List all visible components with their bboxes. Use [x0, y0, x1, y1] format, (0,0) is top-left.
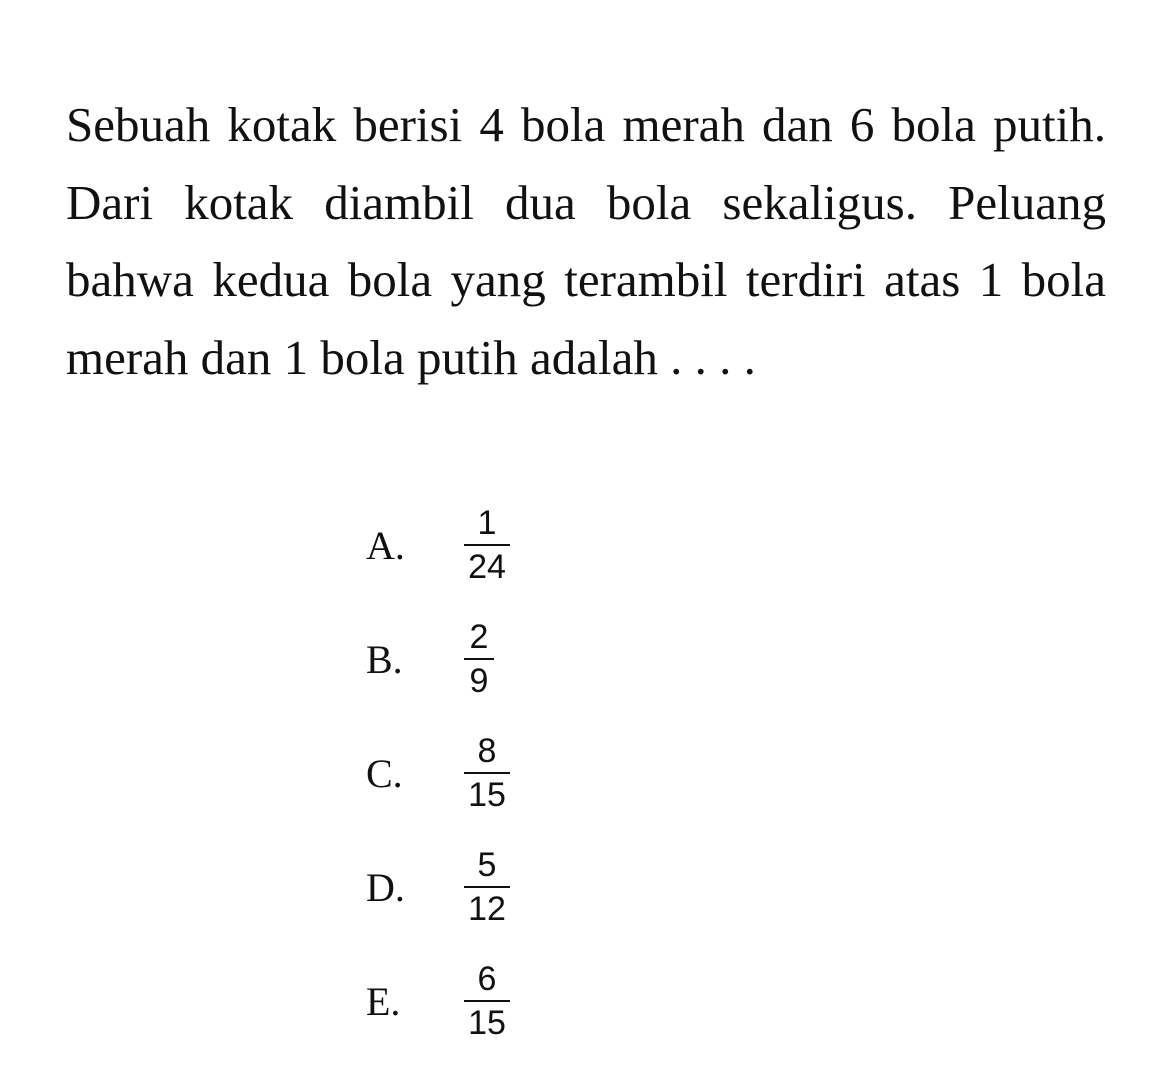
fraction-numerator: 2: [469, 618, 489, 656]
fraction-numerator: 8: [477, 732, 497, 770]
fraction-denominator: 15: [468, 1004, 506, 1042]
answer-options: [366, 488, 510, 1058]
fraction-denominator: 9: [469, 662, 489, 700]
fraction-denominator: 12: [468, 890, 506, 928]
option-b[interactable]: [366, 602, 510, 716]
option-fraction: [464, 504, 510, 586]
option-e[interactable]: [366, 944, 510, 1058]
option-fraction: [464, 732, 510, 814]
option-letter: C.: [366, 750, 403, 796]
option-fraction: [464, 846, 510, 928]
option-a[interactable]: [366, 488, 510, 602]
option-letter: B.: [366, 636, 403, 682]
question-text: Sebuah kotak berisi 4 bola merah dan 6 bola putih. Dari kotak diambil dua bola sekaligus. Peluang bahwa kedua bola yang terambil terdiri atas 1 bola merah dan 1 bola putih adalah . . . .: [66, 97, 1106, 385]
option-letter: A.: [366, 522, 405, 568]
fraction-denominator: 24: [468, 548, 506, 586]
fraction-numerator: 6: [477, 960, 497, 998]
option-letter: E.: [366, 978, 401, 1024]
option-c[interactable]: [366, 716, 510, 830]
fraction-numerator: 1: [477, 504, 497, 542]
option-fraction: [464, 960, 510, 1042]
fraction-numerator: 5: [477, 846, 497, 884]
fraction-denominator: 15: [468, 776, 506, 814]
option-d[interactable]: [366, 830, 510, 944]
option-letter: D.: [366, 864, 405, 910]
option-fraction: [464, 618, 494, 700]
